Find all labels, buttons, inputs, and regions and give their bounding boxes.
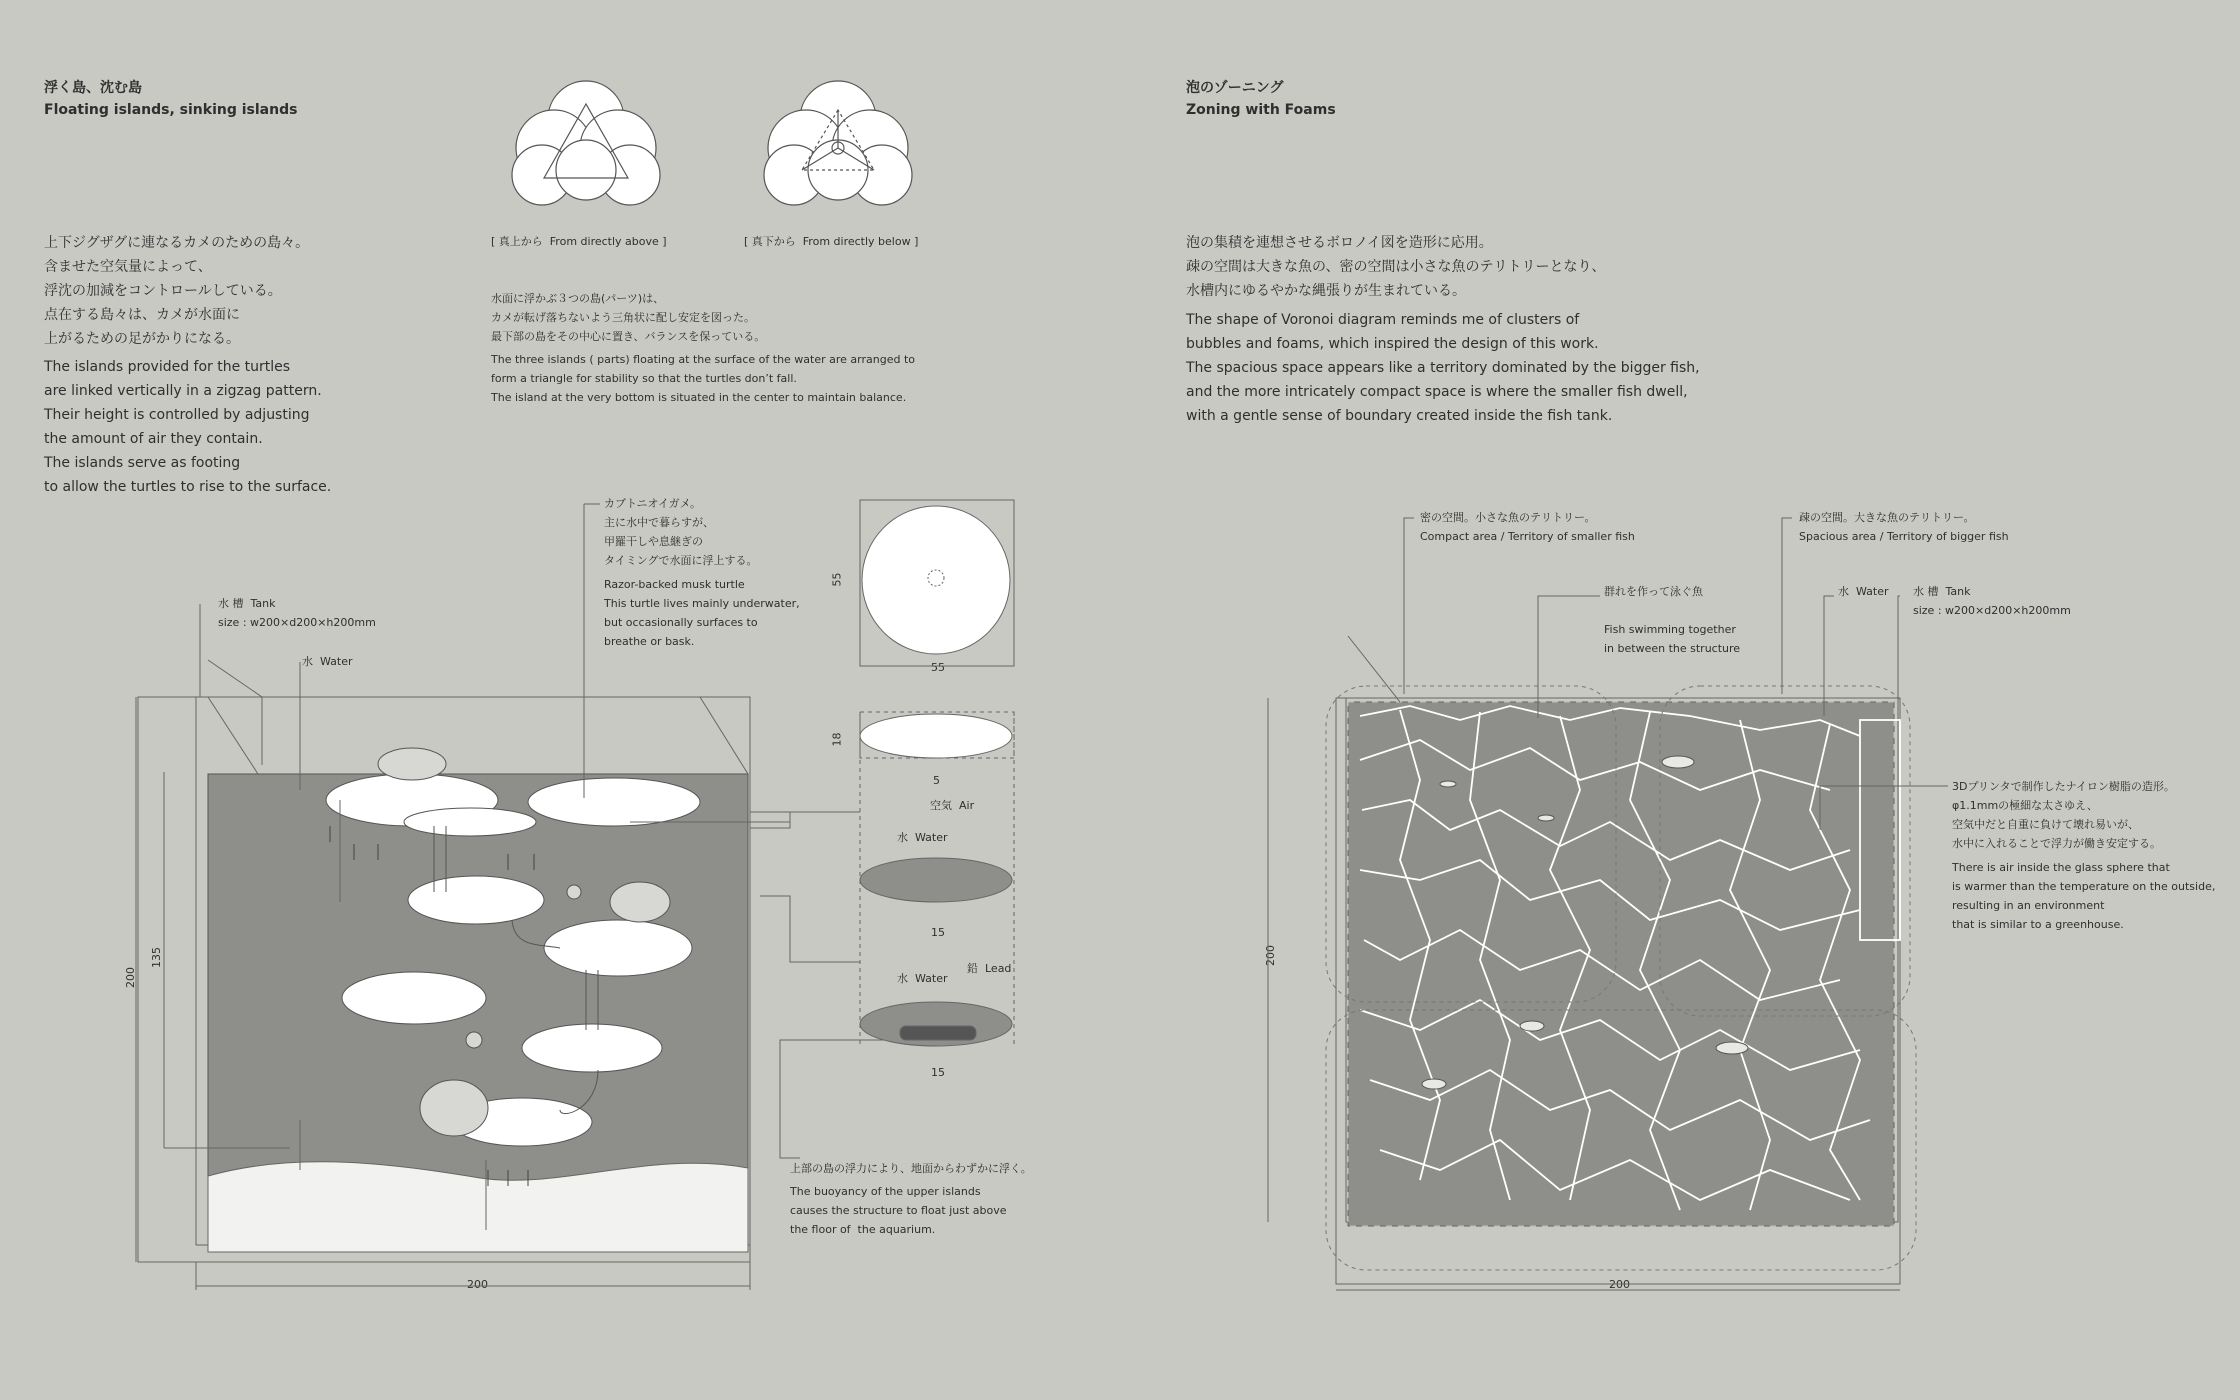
lead-label: 鉛 Lead [967,962,1012,975]
nylon-ja: 3Dプリンタで制作したナイロン樹脂の造形。 φ1.1mmの極細な太さゆえ、 空気中だと自重に負けて壊れ易いが、 水中に入れることで浮力が働き安定する。 [1952,780,2175,850]
water-label-3: 水 Water [897,972,948,985]
spacious-label: 疎の空間。大きな魚のテリトリー。 Spacious area / Territory of bigger fish [1799,511,2009,543]
dim-left-135: 135 [150,947,163,968]
dim-left-200-w: 200 [467,1278,488,1291]
dim-left-200-h: 200 [124,967,137,988]
swimming-label: 群れを作って泳ぐ魚 Fish swimming together in between the structure [1604,585,1741,655]
right-tank [1268,636,1900,1290]
top-view-diagram [512,81,660,205]
dim-15b: 15 [931,1066,945,1079]
right-body-en: The shape of Voronoi diagram reminds me of clusters of bubbles and foams, which inspired the design of this work. The spacious space appears like a territory dominated by the bigger fish, and the more intricately compact space is where the smaller fish dwell, with a gentle sense of boundary created inside the fish tank. [1186,312,1700,424]
right-title-en: Zoning with Foams [1186,102,1336,118]
left-title-ja: 浮く島、沈む島 [44,80,142,96]
dim-right-200-h: 200 [1264,945,1277,966]
left-body-en: The islands provided for the turtles are linked vertically in a zigzag pattern. Their height is controlled by adjusting the amount of air they contain. The islands serve as footing to allow the turtles to rise to the surface. [44,359,332,495]
dim-5: 5 [933,774,940,787]
nylon-en: There is air inside the glass sphere that is warmer than the temperature on the outside, resulting in an environment that is similar to a greenhouse. [1952,861,2216,931]
turtle-en: Razor-backed musk turtle This turtle lives mainly underwater, but occasionally surfaces to breathe or bask. [604,578,800,648]
left-tank-label: 水 槽 Tank size : w200×d200×h200mm [218,597,376,629]
float-ja: 上部の島の浮力により、地面からわずかに浮く。 [790,1162,1032,1175]
left-water-label: 水 Water [302,655,353,668]
left-tank [138,660,790,1262]
right-body-ja: 泡の集積を連想させるボロノイ図を造形に応用。 疎の空間は大きな魚の、密の空間は小さな魚のテリトリーとなり、 水槽内にゆるやかな縄張りが生まれている。 [1186,235,1606,299]
islands-ja: 水面に浮かぶ３つの島(パーツ)は、 カメが転げ落ちないよう三角状に配し安定を図った。 最下部の島をその中心に置き、バランスを保っている。 [491,292,766,343]
water-label-2: 水 Water [897,831,948,844]
dim-18: 18 [830,732,844,747]
dim-right-200-w: 200 [1609,1278,1630,1291]
bottom-view-diagram [764,81,912,205]
dim-15a: 15 [931,926,945,939]
islands-en: The three islands ( parts) floating at the surface of the water are arranged to form a triangle for stability so that the turtles don’t fall. The island at the very bottom is situated in the center to maintain balance. [491,353,915,404]
air-label: 空気 Air [930,799,975,812]
turtle-ja: カブトニオイガメ。 主に水中で暮らすが、 甲羅干しや息継ぎの タイミングで水面に浮上する。 [604,497,758,567]
compact-label: 密の空間。小さな魚のテリトリー。 Compact area / Territory of smaller fish [1420,511,1635,543]
right-water-label: 水 Water [1838,585,1889,598]
dim-55-v: 55 [830,572,844,587]
side-details [860,500,1014,1046]
float-en: The buoyancy of the upper islands causes the structure to float just above the floor of the aquarium. [790,1185,1007,1236]
right-tank-label: 水 槽 Tank size : w200×d200×h200mm [1913,585,2071,617]
left-title-en: Floating islands, sinking islands [44,102,298,118]
right-title-ja: 泡のゾーニング [1186,80,1284,96]
dim-55-h: 55 [931,661,945,674]
left-body-ja: 上下ジグザグに連なるカメのための島々。 含ませた空気量によって、 浮沈の加減をコントロールしている。 点在する島々は、カメが水面に 上がるための足がかりになる。 [44,235,310,347]
caption-below: [ 真下から From directly below ] [744,235,919,248]
caption-above: [ 真上から From directly above ] [491,235,667,248]
